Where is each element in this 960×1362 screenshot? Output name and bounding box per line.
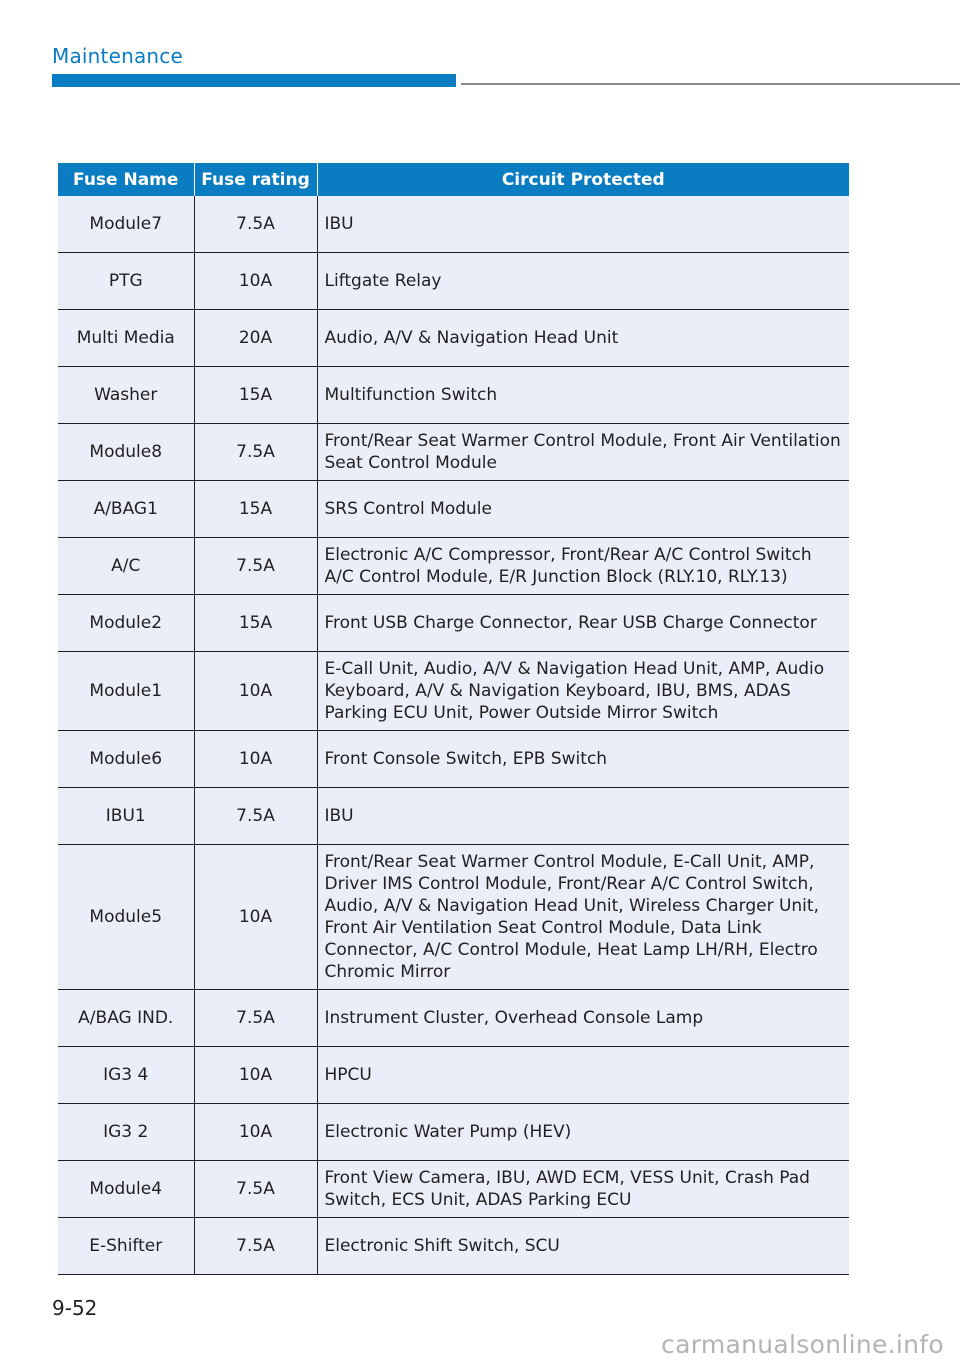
fuse-rating-cell: 15A <box>194 595 317 652</box>
column-header-circuit-protected: Circuit Protected <box>317 163 849 196</box>
table-row <box>58 1218 849 1275</box>
fuse-name-cell: A/C <box>58 538 194 595</box>
fuse-name-cell: A/BAG1 <box>58 481 194 538</box>
column-header-fuse-name: Fuse Name <box>58 163 194 196</box>
table-row <box>58 310 849 367</box>
table-row <box>58 731 849 788</box>
table-row <box>58 1104 849 1161</box>
fuse-rating-cell: 10A <box>194 1047 317 1104</box>
table-row <box>58 196 849 253</box>
fuse-rating-cell: 10A <box>194 731 317 788</box>
table-row <box>58 1047 849 1104</box>
fuse-table <box>58 163 849 1275</box>
circuit-protected-cell: HPCU <box>317 1047 849 1104</box>
table-row <box>58 367 849 424</box>
circuit-protected-cell: Multifunction Switch <box>317 367 849 424</box>
header-rule-line <box>461 83 960 85</box>
circuit-protected-cell: E-Call Unit, Audio, A/V & Navigation Head Unit, AMP, Audio Keyboard, A/V & Navigation Keyboard, IBU, BMS, ADAS Parking ECU Unit, Power Outside Mirror Switch <box>317 652 849 731</box>
fuse-name-cell: Module1 <box>58 652 194 731</box>
table-row <box>58 424 849 481</box>
fuse-rating-cell: 7.5A <box>194 788 317 845</box>
fuse-name-cell: IG3 2 <box>58 1104 194 1161</box>
fuse-name-cell: IBU1 <box>58 788 194 845</box>
fuse-rating-cell: 7.5A <box>194 990 317 1047</box>
table-row <box>58 595 849 652</box>
circuit-protected-cell: Electronic Water Pump (HEV) <box>317 1104 849 1161</box>
circuit-protected-cell: SRS Control Module <box>317 481 849 538</box>
fuse-rating-cell: 15A <box>194 481 317 538</box>
page-number: 9-52 <box>52 1296 98 1320</box>
table-row <box>58 1161 849 1218</box>
circuit-protected-cell: Liftgate Relay <box>317 253 849 310</box>
fuse-rating-cell: 10A <box>194 253 317 310</box>
circuit-protected-cell: IBU <box>317 196 849 253</box>
watermark: carmanualsonline.info <box>661 1330 944 1359</box>
fuse-rating-cell: 10A <box>194 652 317 731</box>
fuse-name-cell: A/BAG IND. <box>58 990 194 1047</box>
section-title: Maintenance <box>52 44 183 68</box>
fuse-name-cell: Module2 <box>58 595 194 652</box>
header-rule-accent <box>52 74 456 87</box>
circuit-protected-cell: Audio, A/V & Navigation Head Unit <box>317 310 849 367</box>
table-row <box>58 845 849 990</box>
table-row <box>58 652 849 731</box>
fuse-name-cell: Module8 <box>58 424 194 481</box>
fuse-rating-cell: 7.5A <box>194 1161 317 1218</box>
fuse-name-cell: Module4 <box>58 1161 194 1218</box>
fuse-name-cell: PTG <box>58 253 194 310</box>
fuse-name-cell: Module7 <box>58 196 194 253</box>
circuit-protected-cell: Electronic A/C Compressor, Front/Rear A/C Control Switch A/C Control Module, E/R Junction Block (RLY.10, RLY.13) <box>317 538 849 595</box>
table-header-row <box>58 163 849 196</box>
fuse-name-cell: Washer <box>58 367 194 424</box>
table-body <box>58 196 849 1275</box>
fuse-name-cell: E-Shifter <box>58 1218 194 1275</box>
circuit-protected-cell: IBU <box>317 788 849 845</box>
fuse-name-cell: Module6 <box>58 731 194 788</box>
fuse-rating-cell: 15A <box>194 367 317 424</box>
fuse-rating-cell: 7.5A <box>194 538 317 595</box>
column-header-fuse-rating: Fuse rating <box>194 163 317 196</box>
circuit-protected-cell: Electronic Shift Switch, SCU <box>317 1218 849 1275</box>
table-row <box>58 481 849 538</box>
circuit-protected-cell: Front USB Charge Connector, Rear USB Charge Connector <box>317 595 849 652</box>
fuse-rating-cell: 10A <box>194 845 317 990</box>
table-row <box>58 253 849 310</box>
fuse-rating-cell: 7.5A <box>194 424 317 481</box>
circuit-protected-cell: Front/Rear Seat Warmer Control Module, E-Call Unit, AMP, Driver IMS Control Module, Front/Rear A/C Control Switch, Audio, A/V & Navigation Head Unit, Wireless Charger Unit, Front Air Ventilation Seat Control Module, Data Link Connector, A/C Control Module, Heat Lamp LH/RH, Electro Chromic Mirror <box>317 845 849 990</box>
fuse-rating-cell: 10A <box>194 1104 317 1161</box>
fuse-name-cell: Module5 <box>58 845 194 990</box>
table-row <box>58 990 849 1047</box>
circuit-protected-cell: Front/Rear Seat Warmer Control Module, Front Air Ventilation Seat Control Module <box>317 424 849 481</box>
circuit-protected-cell: Front View Camera, IBU, AWD ECM, VESS Unit, Crash Pad Switch, ECS Unit, ADAS Parking ECU <box>317 1161 849 1218</box>
fuse-name-cell: IG3 4 <box>58 1047 194 1104</box>
table-row <box>58 788 849 845</box>
circuit-protected-cell: Front Console Switch, EPB Switch <box>317 731 849 788</box>
fuse-rating-cell: 7.5A <box>194 1218 317 1275</box>
fuse-rating-cell: 20A <box>194 310 317 367</box>
circuit-protected-cell: Instrument Cluster, Overhead Console Lamp <box>317 990 849 1047</box>
fuse-rating-cell: 7.5A <box>194 196 317 253</box>
fuse-name-cell: Multi Media <box>58 310 194 367</box>
table-row <box>58 538 849 595</box>
